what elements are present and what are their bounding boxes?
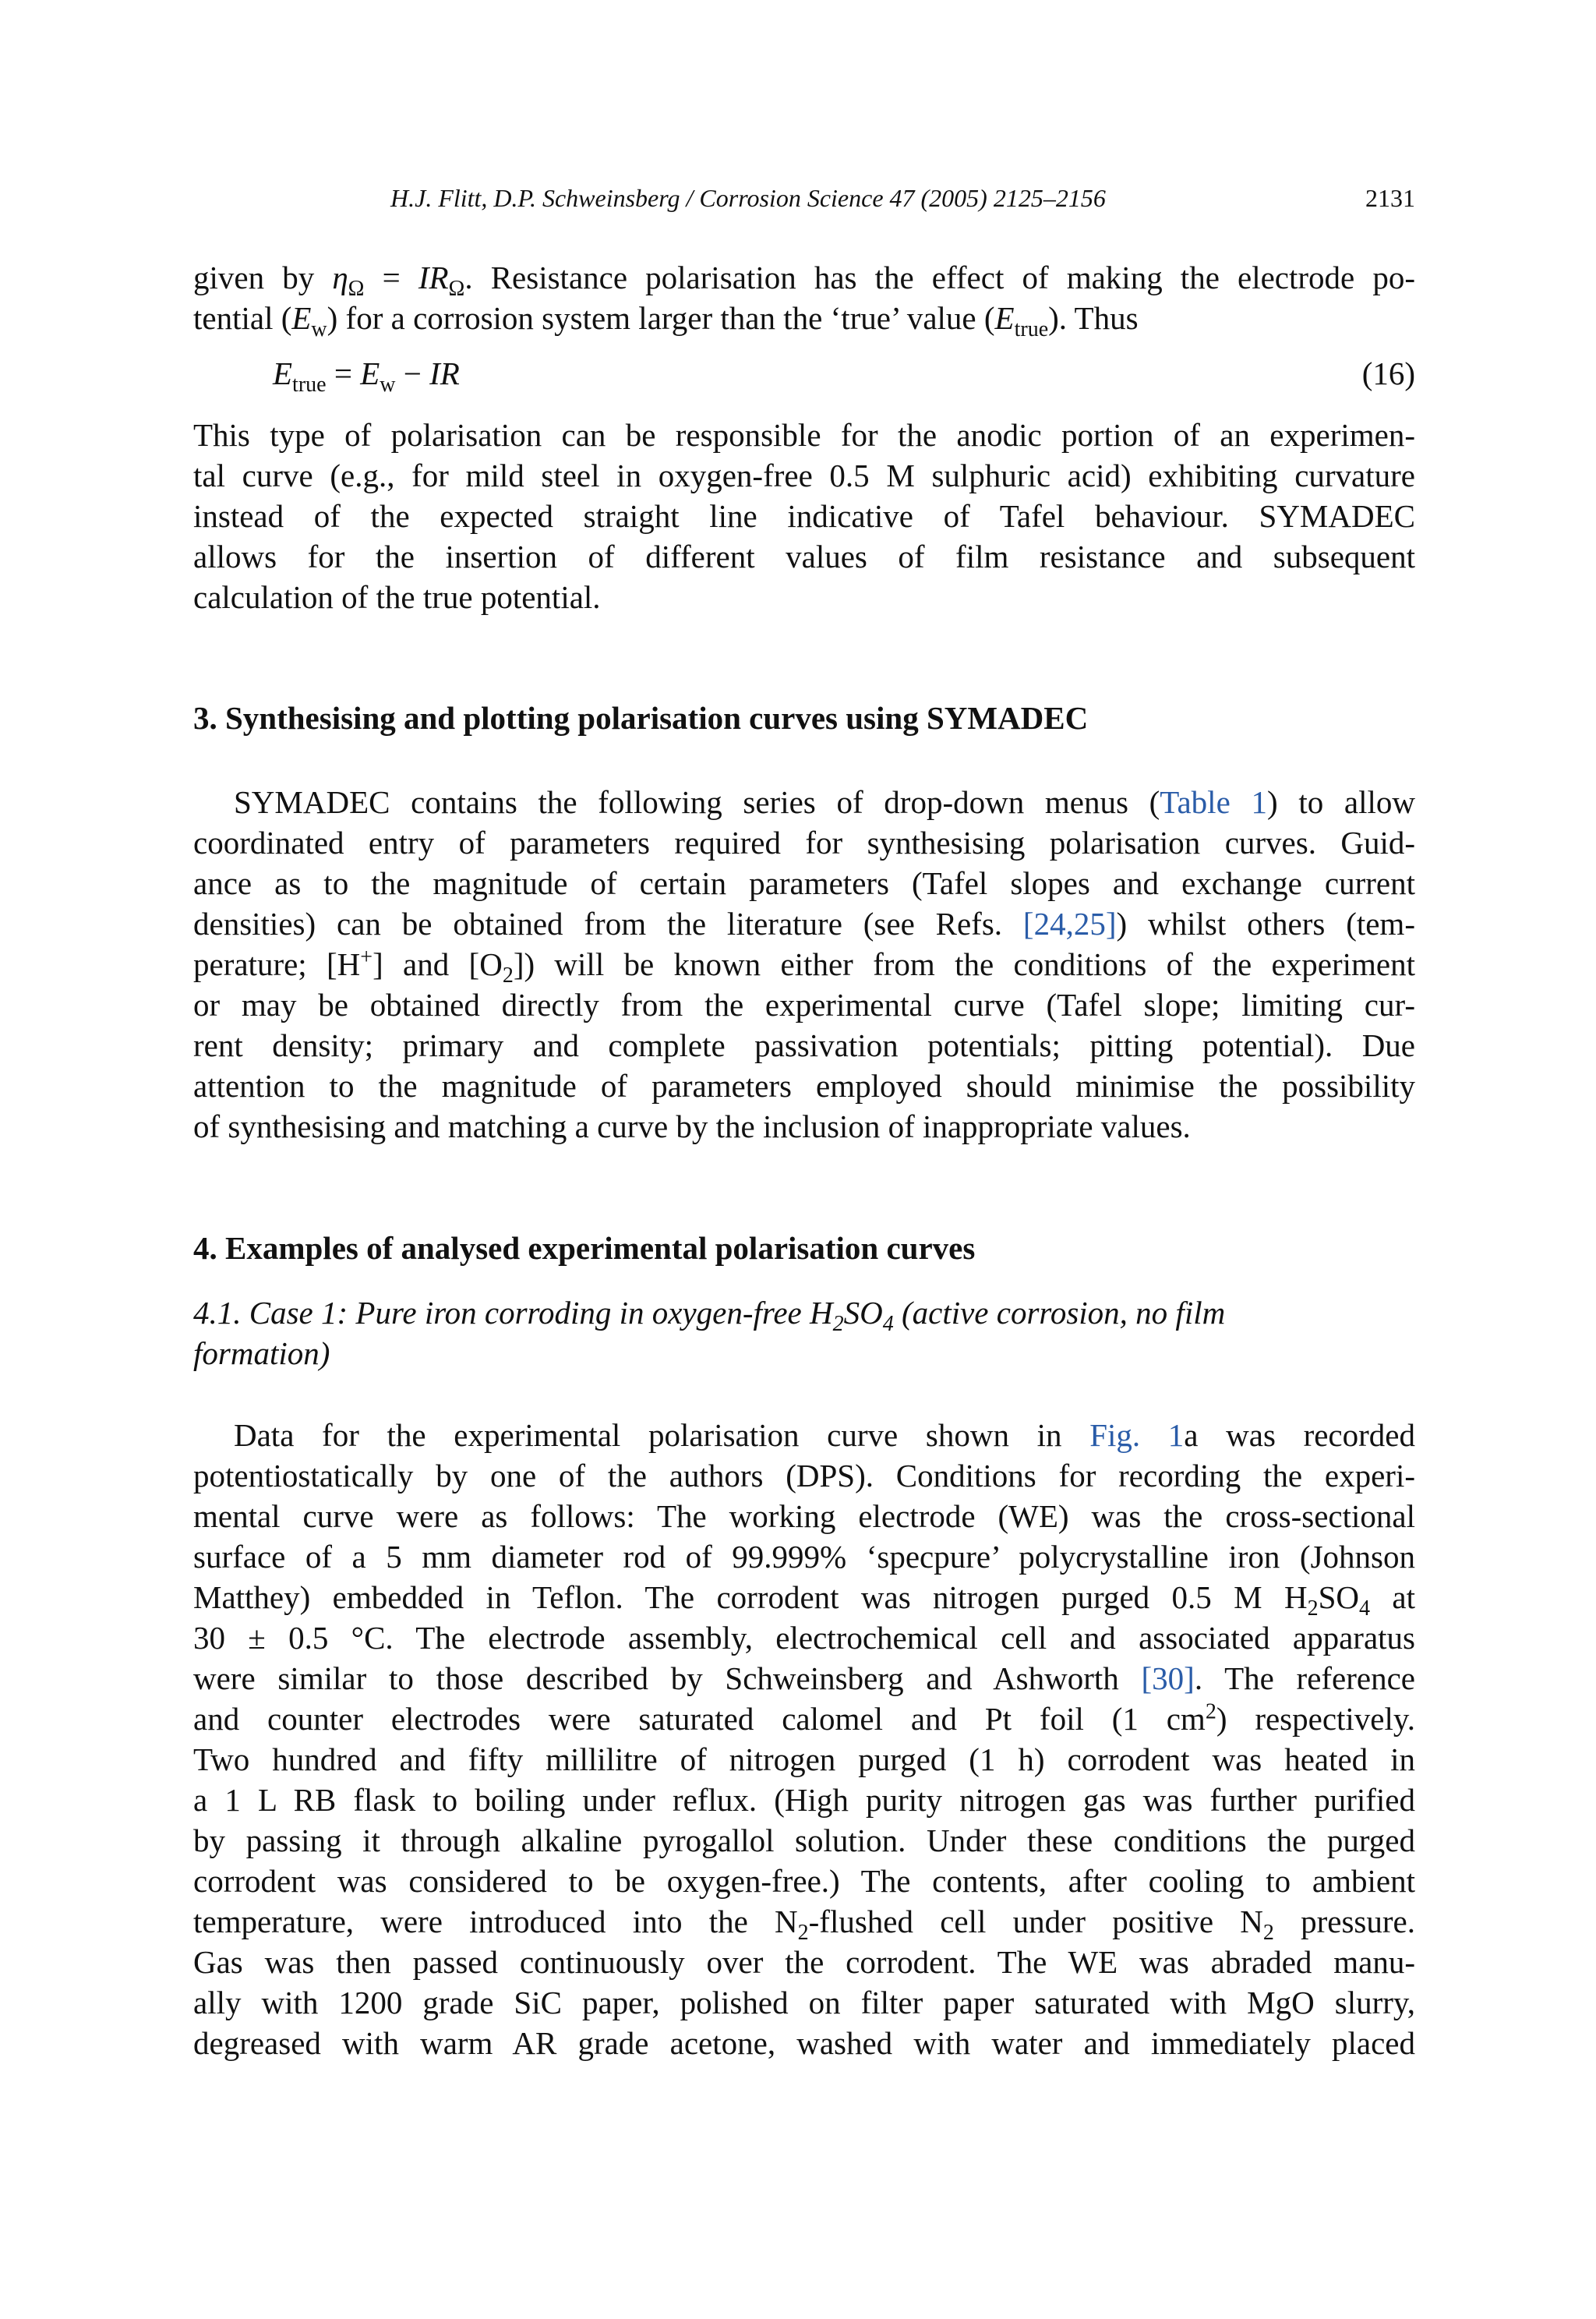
text-line: ally with 1200 grade SiC paper, polished on filter paper saturated with MgO slurry,	[193, 1985, 1415, 2020]
reference-link[interactable]: [30]	[1141, 1660, 1195, 1696]
text-line: tential $(E_w)$ for a corrosion system larger than the ‘true’ value $(E_{true})$. Thus	[193, 300, 1139, 342]
text-line: This type of polarisation can be responsible for the anodic portion of an experimen-	[193, 417, 1415, 453]
text-line: a 1 L RB flask to boiling under reflux. (High purity nitrogen gas was further purified	[193, 1782, 1415, 1818]
text-line: attention to the magnitude of parameters employed should minimise the possibility	[193, 1068, 1415, 1104]
text-line: and counter electrodes were saturated calomel and Pt foil (1 $cm^2$) respectively.	[193, 1699, 1415, 1737]
text-line: potentiostatically by one of the authors (DPS). Conditions for recording the experi-	[193, 1458, 1415, 1494]
equation-16	[193, 355, 1415, 398]
text-line: mental curve were as follows: The working electrode (WE) was the cross-sectional	[193, 1498, 1415, 1534]
text-line: 30 ± 0.5 °C. The electrode assembly, electrochemical cell and associated apparatus	[193, 1620, 1415, 1656]
text-line: Two hundred and fifty millilitre of nitrogen purged (1 h) corrodent was heated in	[193, 1741, 1415, 1777]
reference-link[interactable]: [24,25]	[1022, 906, 1117, 942]
text-line: given by $\eta_\Omega = IR_\Omega$. Resistance polarisation has the effect of making the electrode po-	[193, 260, 1416, 302]
text-line: Data for the experimental polarisation curve shown in Fig. 1a was recorded	[234, 1417, 1415, 1453]
running-head: H.J. Flitt, D.P. Schweinsberg / Corrosion Science 47 (2005) 2125–2156	[390, 184, 1106, 212]
section-heading-3: 3. Synthesising and plotting polarisation curves using SYMADEC	[193, 700, 1089, 736]
paragraph-section-3	[193, 782, 1415, 1147]
text-line: Gas was then passed continuously over the corrodent. The WE was abraded manu-	[193, 1944, 1415, 1980]
text-line: ance as to the magnitude of certain parameters (Tafel slopes and exchange current	[193, 865, 1415, 901]
text-line: of synthesising and matching a curve by the inclusion of inappropriate values.	[193, 1108, 1191, 1144]
text-line: were similar to those described by Schweinsberg and Ashworth [30]. The reference	[193, 1660, 1415, 1696]
text-line: SYMADEC contains the following series of drop-down menus (Table 1) to allow	[234, 784, 1415, 820]
text-line: densities) can be obtained from the literature (see Refs. [24,25]) whilst others (tem-	[193, 906, 1415, 942]
text-line: Matthey) embedded in Teflon. The corrodent was nitrogen purged 0.5 M $H_2SO_4$ at	[193, 1579, 1415, 1621]
section-heading-4: 4. Examples of analysed experimental polarisation curves	[193, 1230, 976, 1266]
text-line: or may be obtained directly from the experimental curve (Tafel slope; limiting cur-	[193, 987, 1415, 1023]
text-line: degreased with warm AR grade acetone, washed with water and immediately placed	[193, 2025, 1415, 2061]
figure-1-link[interactable]: Fig. 1	[1089, 1417, 1185, 1453]
text-line: allows for the insertion of different values of film resistance and subsequent	[193, 539, 1415, 574]
text-line: tal curve (e.g., for mild steel in oxygen-free 0.5 M sulphuric acid) exhibiting curvature	[193, 458, 1415, 493]
text-line: temperature, were introduced into the $N_2$-flushed cell under positive $N_2$ pressure.	[193, 1904, 1415, 1946]
page-number: 2131	[1365, 184, 1415, 212]
text-line: calculation of the true potential.	[193, 579, 601, 615]
table-1-link[interactable]: Table 1	[1160, 784, 1267, 820]
equation-number: (16)	[1361, 355, 1415, 391]
text-line: perature; [H+] and $[O_2]$) will be known either from the conditions of the experiment	[193, 945, 1415, 988]
equation-expression: $E_{true} = E_w$ − IR	[273, 355, 460, 398]
text-line: instead of the expected straight line indicative of Tafel behaviour. SYMADEC	[193, 498, 1415, 534]
paragraph-resistance-polarisation	[193, 257, 1416, 342]
subsection-heading-4-1: 4.1. Case 1: Pure iron corroding in oxygen-free $H_2SO_4$ (active corrosion, no film formation)	[193, 1295, 1226, 1371]
text-line: rent density; primary and complete passivation potentials; pitting potential). Due	[193, 1027, 1415, 1063]
paragraph-case-1	[193, 1415, 1415, 2063]
text-line: surface of a 5 mm diameter rod of 99.999% ‘specpure’ polycrystalline iron (Johnson	[193, 1539, 1415, 1575]
text-line: corrodent was considered to be oxygen-free.) The contents, after cooling to ambient	[193, 1863, 1415, 1899]
running-header	[193, 184, 1415, 218]
paragraph-polarisation-type	[193, 415, 1415, 617]
text-line: by passing it through alkaline pyrogallol solution. Under these conditions the purged	[193, 1822, 1415, 1858]
text-line: coordinated entry of parameters required for synthesising polarisation curves. Guid-	[193, 825, 1415, 861]
